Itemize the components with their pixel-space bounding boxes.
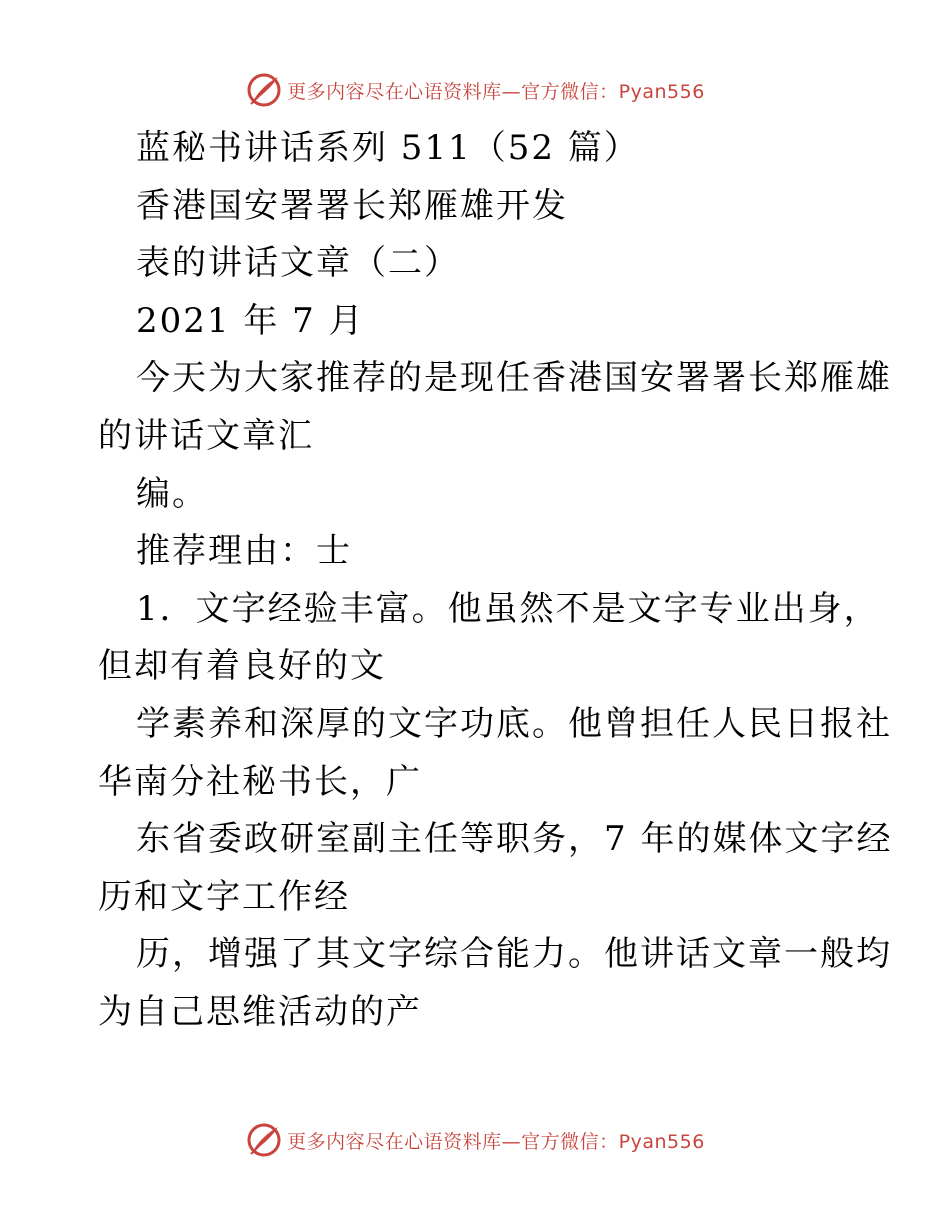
doc-line: 华南分社秘书长，广 bbox=[98, 761, 422, 802]
watermark-text: 更多内容尽在心语资料库—官方微信：Pyan556 bbox=[287, 1130, 705, 1153]
doc-line: 香港国安署署长郑雁雄开发 bbox=[136, 185, 568, 226]
footer-watermark bbox=[0, 1120, 950, 1160]
doc-line: 编。 bbox=[136, 473, 208, 514]
doc-line: 蓝秘书讲话系列 511（52 篇） bbox=[136, 128, 640, 168]
doc-line: 历，增强了其文字综合能力。他讲话文章一般均 bbox=[136, 934, 892, 975]
doc-line: 表的讲话文章（二） bbox=[136, 243, 460, 284]
doc-line: 为自己思维活动的产 bbox=[98, 991, 422, 1032]
doc-line: 的讲话文章汇 bbox=[98, 415, 314, 456]
header-watermark bbox=[0, 70, 950, 110]
feather-pen-logo-icon bbox=[245, 71, 283, 109]
doc-line: 2021 年 7 月 bbox=[136, 300, 365, 341]
doc-line: 1．文字经验丰富。他虽然不是文字专业出身， bbox=[136, 588, 880, 629]
doc-line: 历和文字工作经 bbox=[98, 876, 350, 917]
doc-line: 推荐理由：士 bbox=[136, 531, 352, 572]
watermark-text: 更多内容尽在心语资料库—官方微信：Pyan556 bbox=[287, 80, 705, 103]
doc-line: 东省委政研室副主任等职务，7 年的媒体文字经 bbox=[136, 819, 893, 860]
document-body bbox=[98, 120, 893, 1042]
doc-line: 学素养和深厚的文字功底。他曾担任人民日报社 bbox=[136, 703, 892, 744]
doc-line: 但却有着良好的文 bbox=[98, 646, 386, 687]
doc-line: 今天为大家推荐的是现任香港国安署署长郑雁雄 bbox=[136, 358, 892, 399]
feather-pen-logo-icon bbox=[245, 1121, 283, 1159]
